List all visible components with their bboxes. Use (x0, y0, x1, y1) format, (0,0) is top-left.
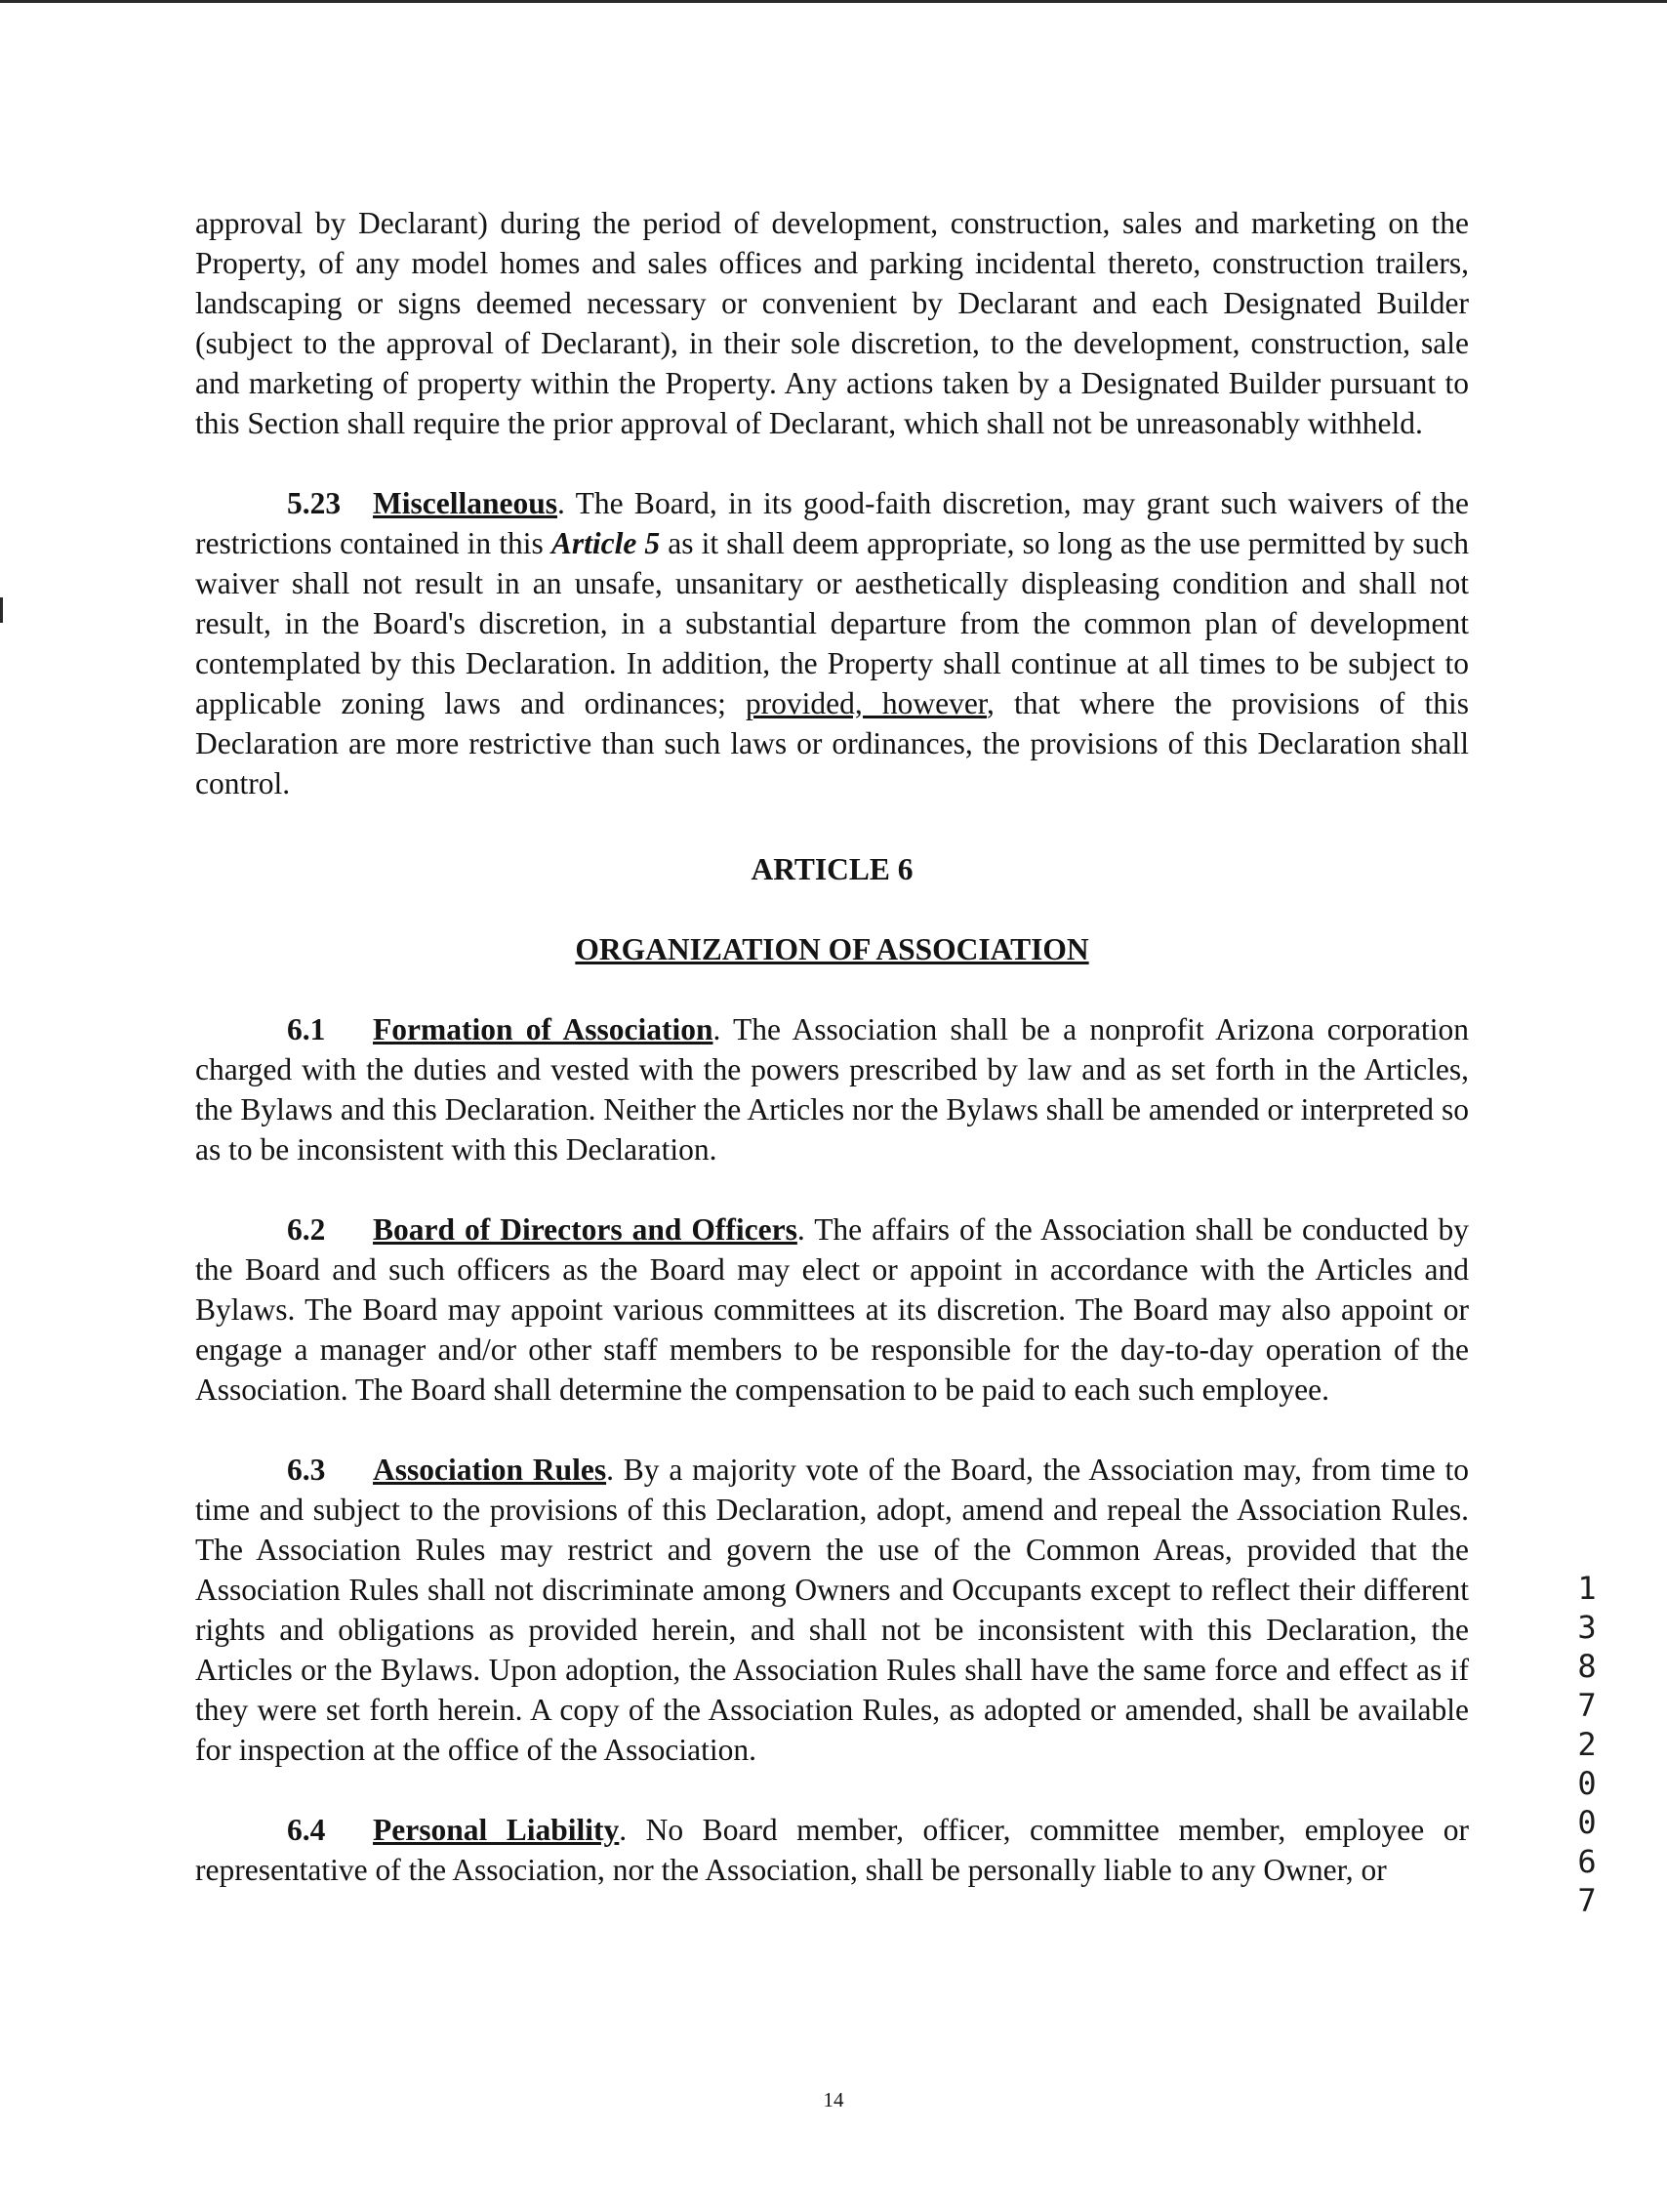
section-body-continued: as it shall deem appropriate, so long as the use permitted by such waiver shall not result in an unsafe, unsanitary or aesthetically displeasing condition and shall not result, in the Board's discretion, in a substantial departure from the common plan of development contemplated by this Declaration. In addition, the Property shall continue at all times to be subject to applicable zoning laws and ordinances; (195, 526, 1469, 720)
section-body: . The Association shall be a nonprofit Arizona corporation charged with the duties and vested with the powers prescribed by law and as set forth in the Articles, the Bylaws and this Declaration. Neither the Articles nor the Bylaws shall be amended or interpreted so as to be inconsistent with this Declaration. (195, 1012, 1470, 1167)
section-body: . The Board, in its good-faith discretion, may grant such waivers of the restrictions contained in this (195, 486, 1469, 560)
section-body: . The affairs of the Association shall be conducted by the Board and such officers as the Board may elect or appoint in accordance with the Articles and Bylaws. The Board may appoint various committees at its discretion. The Board may also appoint or engage a manager and/or other staff members to be responsible for the day-to-day operation of the Association. The Board shall determine the compensation to be paid to each such employee. (195, 1212, 1470, 1407)
article-reference: Article 5 (550, 526, 661, 560)
section-title: Board of Directors and Officers (373, 1212, 797, 1247)
section-title: Personal Liability (373, 1813, 620, 1847)
section-number: 6.1 (287, 1012, 326, 1046)
document-page (195, 203, 1469, 1890)
section-6-4 (195, 1810, 1469, 1890)
section-number: 6.2 (287, 1212, 326, 1247)
page-number: 14 (823, 2088, 844, 2111)
section-number: 5.23 (287, 486, 342, 520)
section-6-1 (195, 1009, 1469, 1169)
section-6-2 (195, 1209, 1469, 1410)
section-6-3 (195, 1450, 1469, 1770)
proviso-phrase: provided, however (745, 686, 988, 720)
section-title: Miscellaneous (373, 486, 557, 520)
scan-edge-mark (0, 597, 3, 623)
intro-paragraph: approval by Declarant) during the period of development, construction, sales and marketing on the Property, of any model homes and sales offices and parking incidental thereto, construction trailers, landscaping or signs deemed necessary or convenient by Declarant and each Designated Builder (subject to the approval of Declarant), in their sole discretion, to the development, construction, sale and marketing of property within the Property. Any actions taken by a Designated Builder pursuant to this Section shall require the prior approval of Declarant, which shall not be unreasonably withheld. (195, 206, 1469, 440)
section-title: Formation of Association (373, 1012, 713, 1046)
section-body: . By a majority vote of the Board, the Association may, from time to time and subject to the provisions of this Declaration, adopt, amend and repeal the Association Rules. The Association Rules may restrict and govern the use of the Common Areas, provided that the Association Rules shall not discriminate among Owners and Occupants except to reflect their different rights and obligations as provided herein, and shall not be inconsistent with this Declaration, the Articles or the Bylaws. Upon adoption, the Association Rules shall have the same force and effect as if they were set forth herein. A copy of the Association Rules, as adopted or amended, shall be available for inspection at the office of the Association. (195, 1453, 1469, 1767)
article-title: ORGANIZATION OF ASSOCIATION (575, 932, 1089, 966)
section-number: 6.3 (287, 1453, 326, 1487)
article-heading: ARTICLE 6 (751, 852, 914, 886)
section-body: . No Board member, officer, committee member, employee or representative of the Association, nor the Association, shall be personally liable to any Owner, or (195, 1813, 1469, 1887)
section-title: Association Rules (373, 1453, 607, 1487)
section-body-end: , that where the provisions of this Declaration are more restrictive than such laws or ordinances, the provisions of this Declaration shall control. (195, 686, 1469, 800)
section-5-23 (195, 483, 1469, 803)
scan-top-edge (0, 0, 1667, 3)
recording-number-stamp: 138720067 (1577, 1570, 1597, 1919)
section-number: 6.4 (287, 1813, 326, 1847)
